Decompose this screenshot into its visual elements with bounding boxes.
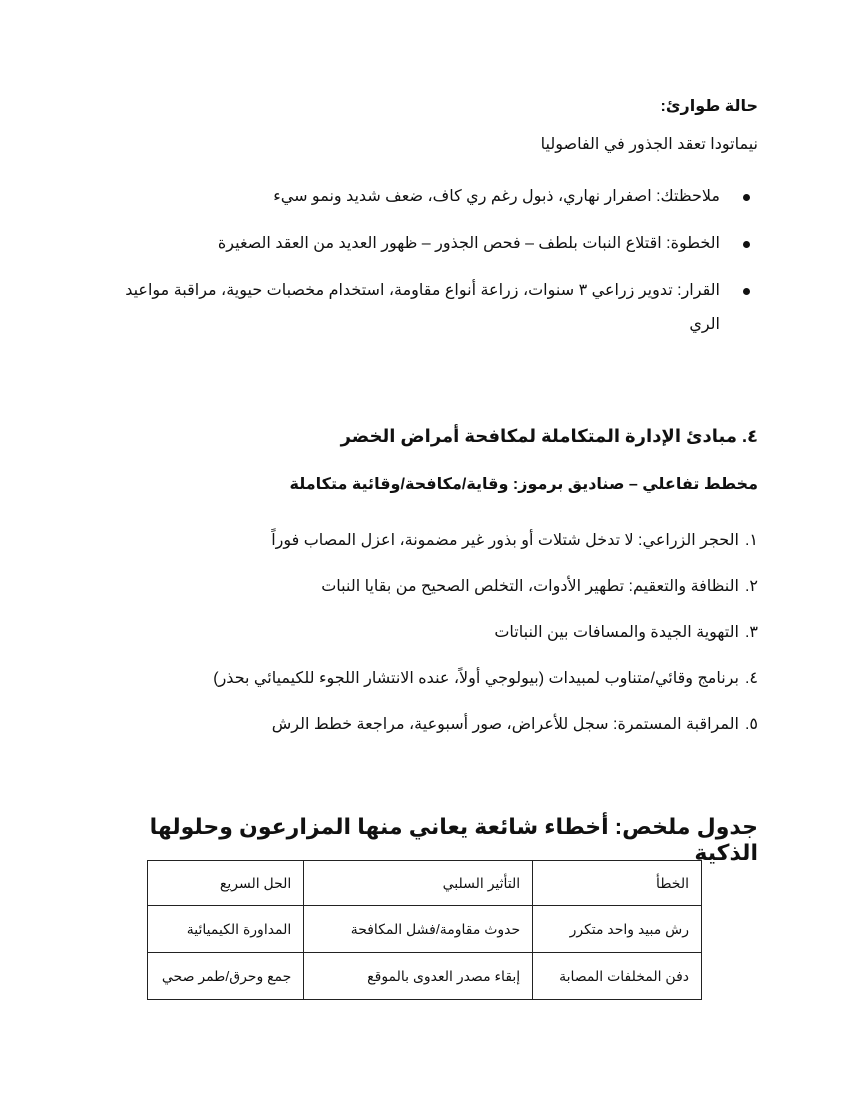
bullet-item-observation: ملاحظتك: اصفرار نهاري، ذبول رغم ري كاف، ضعف شديد ونمو سيء [120,180,720,214]
item-number: ٤. [744,670,758,687]
item-number: ٣. [744,624,758,641]
list-item [118,564,758,610]
table-row [148,906,702,953]
emergency-subtitle: نيماتودا تعقد الجذور في الفاصوليا [540,136,758,153]
column-header-mistake: الخطأ [533,861,702,906]
table-row [148,953,702,1000]
table-cell: دفن المخلفات المصابة [533,953,702,1000]
bullet-item-step: الخطوة: اقتلاع النبات بلطف – فحص الجذور – ظهور العديد من العقد الصغيرة [120,227,720,261]
table-cell: رش مبيد واحد متكرر [533,906,702,953]
list-item [118,656,758,702]
table-cell: جمع وحرق/طمر صحي [148,953,304,1000]
section-4-subheading: مخطط تفاعلي – صناديق برموز: وقاية/مكافحة/وقائية متكاملة [289,476,758,493]
table-cell: حدوث مقاومة/فشل المكافحة [304,906,533,953]
table-cell: المداورة الكيميائية [148,906,304,953]
principles-list [118,518,758,748]
summary-table [147,860,702,1000]
bullet-item-decision: القرار: تدوير زراعي ٣ سنوات، زراعة أنواع مقاومة، استخدام مخصبات حيوية، مراقبة مواعيد الري [120,274,720,342]
item-number: ٢. [744,578,758,595]
emergency-bullet-list [120,180,720,355]
list-item [118,518,758,564]
item-number: ١. [744,532,758,549]
item-number: ٥. [744,716,758,733]
emergency-title: حالة طوارئ: [660,98,758,115]
item-text: برنامج وقائي/متناوب لمبيدات (بيولوجي أولاً، عنده الانتشار اللجوء للكيميائي بحذر) [213,670,739,687]
table-cell: إبقاء مصدر العدوى بالموقع [304,953,533,1000]
item-text: النظافة والتعقيم: تطهير الأدوات، التخلص الصحيح من بقايا النبات [321,578,739,595]
section-4-heading: ٤. مبادئ الإدارة المتكاملة لمكافحة أمراض الخضر [340,426,758,446]
column-header-impact: التأثير السلبي [304,861,533,906]
item-text: التهوية الجيدة والمسافات بين النباتات [494,624,739,641]
table-header-row [148,861,702,906]
item-text: الحجر الزراعي: لا تدخل شتلات أو بذور غير مضمونة، اعزل المصاب فوراً [271,532,739,549]
column-header-solution: الحل السريع [148,861,304,906]
list-item [118,610,758,656]
item-text: المراقبة المستمرة: سجل للأعراض، صور أسبوعية، مراجعة خطط الرش [271,716,739,733]
list-item [118,702,758,748]
summary-table-title: جدول ملخص: أخطاء شائعة يعاني منها المزارعون وحلولها الذكية [149,814,758,865]
